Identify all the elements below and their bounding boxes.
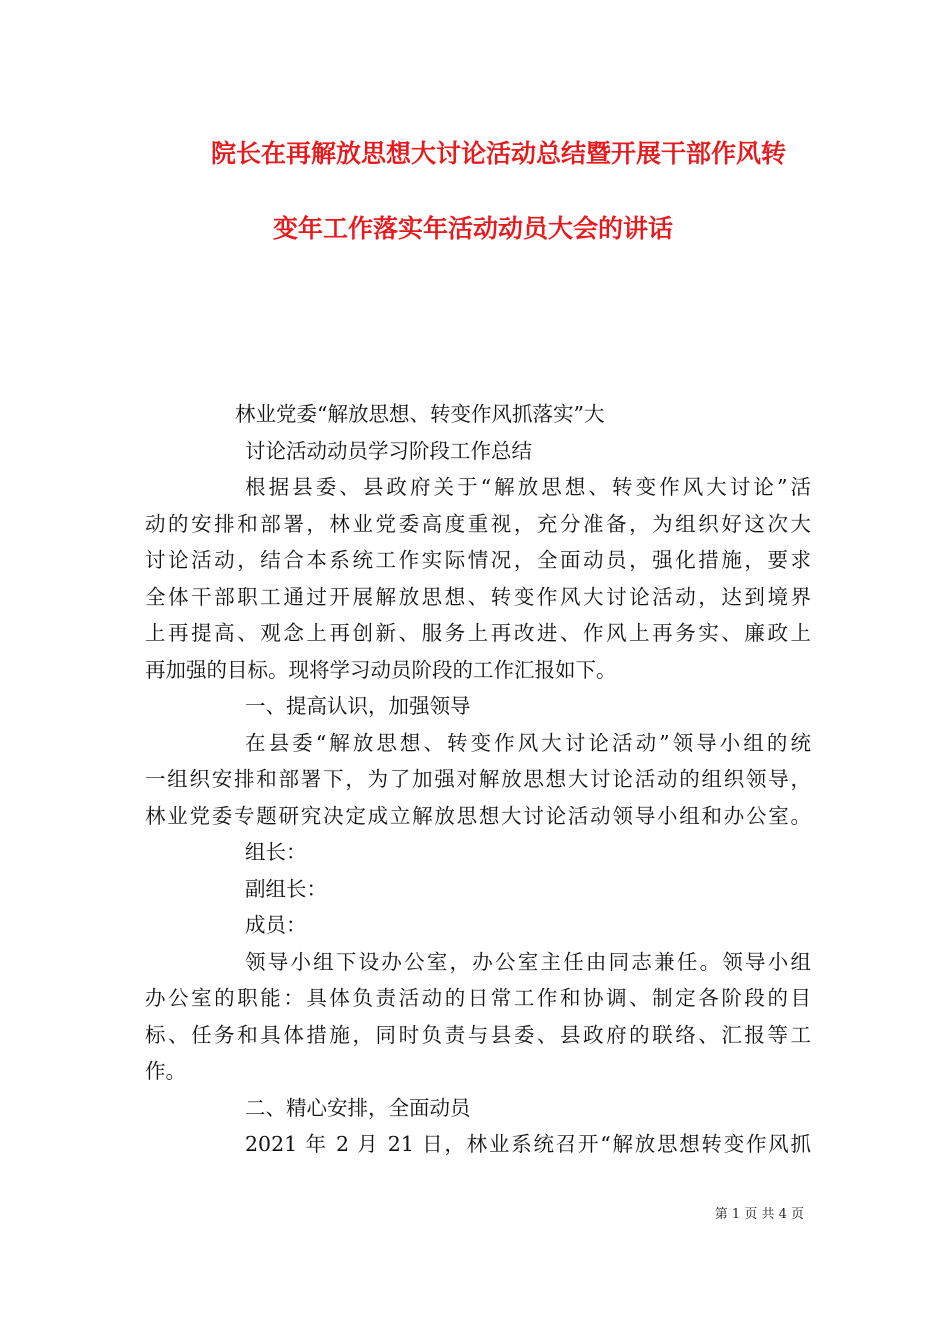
document-title-line-2: 变年工作落实年活动动员大会的讲话 [273, 214, 674, 243]
body-line: 办公室的职能：具体负责活动的日常工作和协调、制定各阶段的目 [145, 986, 811, 1010]
section-heading: 一、提高认识，加强领导 [245, 694, 471, 718]
body-line: 上再提高、观念上再创新、服务上再改进、作风上再务实、廉政上 [145, 621, 811, 645]
body-line: 在县委“解放思想、转变作风大讨论活动”领导小组的统 [245, 730, 811, 755]
body-line: 根据县委、县政府关于“解放思想、转变作风大讨论”活 [245, 475, 811, 499]
body-line: 作。 [145, 1059, 186, 1083]
body-line: 标、任务和具体措施，同时负责与县委、县政府的联络、汇报等工 [145, 1022, 811, 1047]
body-line: 组长： [245, 840, 307, 864]
body-line: 林业党委专题研究决定成立解放思想大讨论活动领导小组和办公室。 [145, 803, 811, 828]
body-line: 领导小组下设办公室，办公室主任由同志兼任。领导小组 [245, 949, 811, 974]
body-line: 林业党委“解放思想、转变作风抓落实”大 [235, 402, 605, 426]
section-heading: 二、精心安排，全面动员 [245, 1095, 471, 1120]
body-line: 副组长： [245, 876, 327, 901]
body-line: 一组织安排和部署下，为了加强对解放思想大讨论活动的组织领导， [145, 767, 811, 791]
body-line: 动的安排和部署，林业党委高度重视，充分准备，为组织好这次大 [145, 511, 811, 536]
body-line: 讨论活动，结合本系统工作实际情况，全面动员，强化措施，要求 [145, 548, 811, 572]
body-line: 全体干部职工通过开展解放思想、转变作风大讨论活动，达到境界 [145, 584, 811, 609]
body-line: 成员： [245, 913, 307, 937]
document-body [145, 396, 811, 1163]
document-title-line-1: 院长在再解放思想大讨论活动总结暨开展干部作风转 [211, 139, 787, 168]
body-line: 讨论活动动员学习阶段工作总结 [245, 438, 532, 463]
body-line: 再加强的目标。现将学习动员阶段的工作汇报如下。 [145, 657, 617, 682]
body-line: 2021 年 2 月 21 日，林业系统召开“解放思想转变作风抓 [245, 1132, 811, 1156]
page-number-footer: 第 1 页 共 4 页 [714, 1207, 804, 1222]
